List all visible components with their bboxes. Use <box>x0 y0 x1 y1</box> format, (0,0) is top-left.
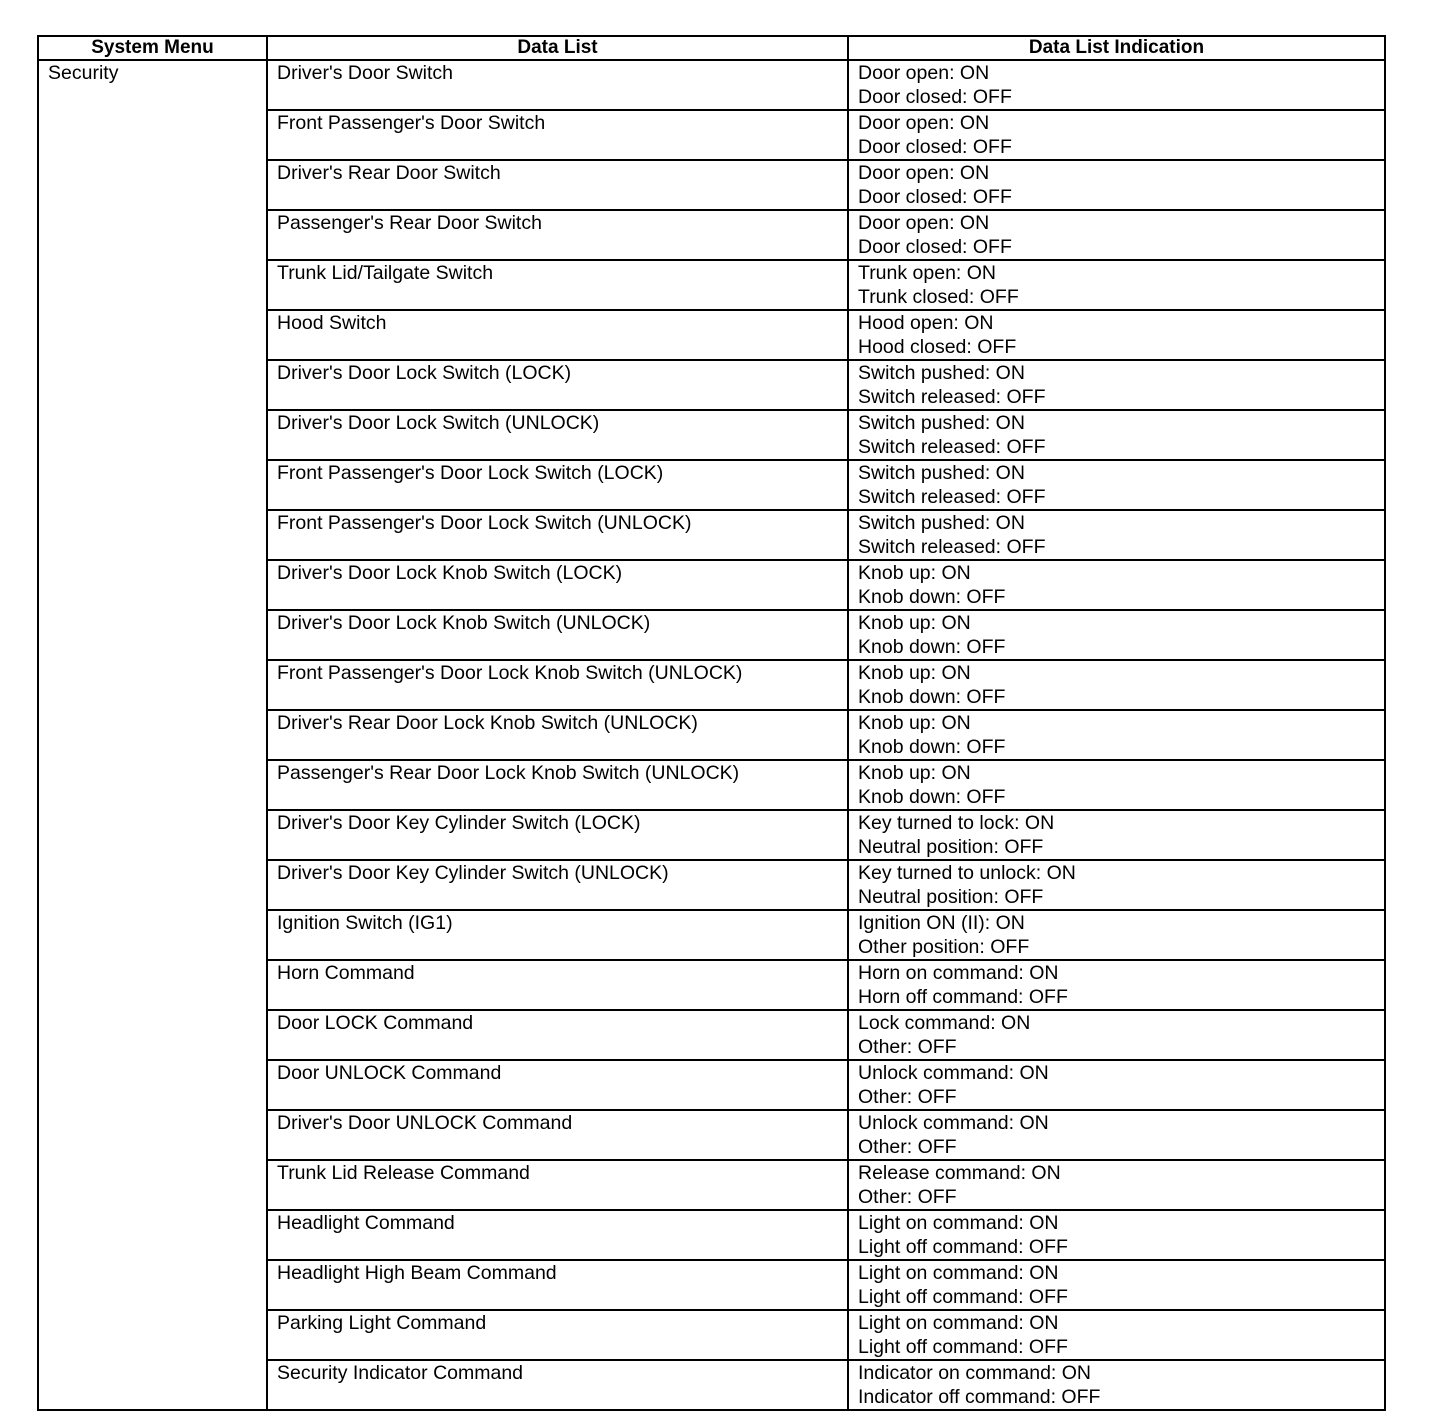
indication-on-state: Door open: ON <box>858 112 990 134</box>
data-list-item: Driver's Door Lock Switch (LOCK) <box>267 360 848 410</box>
data-list-indication <box>848 710 1385 760</box>
indication-on-state: Switch pushed: ON <box>858 462 1025 484</box>
data-list-item: Ignition Switch (IG1) <box>267 910 848 960</box>
data-list-item: Driver's Door Key Cylinder Switch (LOCK) <box>267 810 848 860</box>
indication-on-state: Light on command: ON <box>858 1312 1059 1334</box>
indication-on-state: Ignition ON (II): ON <box>858 912 1025 934</box>
table-row <box>38 60 1385 110</box>
table-body <box>38 60 1385 1410</box>
data-list-item: Driver's Door Lock Knob Switch (UNLOCK) <box>267 610 848 660</box>
indication-on-state: Switch pushed: ON <box>858 512 1025 534</box>
data-list-indication <box>848 1110 1385 1160</box>
indication-off-state: Neutral position: OFF <box>858 886 1044 908</box>
data-list-indication <box>848 260 1385 310</box>
system-menu-cell: Security <box>38 60 267 1410</box>
indication-off-state: Trunk closed: OFF <box>858 286 1019 308</box>
indication-off-state: Door closed: OFF <box>858 186 1012 208</box>
indication-off-state: Hood closed: OFF <box>858 336 1017 358</box>
indication-off-state: Door closed: OFF <box>858 136 1012 158</box>
data-list-item: Passenger's Rear Door Lock Knob Switch (UNLOCK) <box>267 760 848 810</box>
data-list-item: Driver's Door UNLOCK Command <box>267 1110 848 1160</box>
indication-on-state: Horn on command: ON <box>858 962 1059 984</box>
data-list-item: Security Indicator Command <box>267 1360 848 1410</box>
data-list-indication <box>848 460 1385 510</box>
header-data-list-indication: Data List Indication <box>848 36 1385 60</box>
data-list-indication <box>848 810 1385 860</box>
data-list-item: Door UNLOCK Command <box>267 1060 848 1110</box>
data-list-item: Driver's Door Lock Switch (UNLOCK) <box>267 410 848 460</box>
document-page <box>37 35 1384 1411</box>
data-list-item: Trunk Lid Release Command <box>267 1160 848 1210</box>
data-list-indication <box>848 660 1385 710</box>
indication-on-state: Key turned to lock: ON <box>858 812 1055 834</box>
indication-off-state: Switch released: OFF <box>858 436 1046 458</box>
data-list-indication <box>848 1360 1385 1410</box>
indication-on-state: Hood open: ON <box>858 312 994 334</box>
data-list-item: Horn Command <box>267 960 848 1010</box>
data-list-item: Trunk Lid/Tailgate Switch <box>267 260 848 310</box>
data-list-indication <box>848 510 1385 560</box>
data-list-indication <box>848 310 1385 360</box>
data-list-indication <box>848 1160 1385 1210</box>
indication-on-state: Switch pushed: ON <box>858 412 1025 434</box>
data-list-item: Driver's Door Key Cylinder Switch (UNLOCK) <box>267 860 848 910</box>
indication-off-state: Knob down: OFF <box>858 786 1006 808</box>
indication-on-state: Knob up: ON <box>858 662 971 684</box>
indication-off-state: Other position: OFF <box>858 936 1030 958</box>
indication-on-state: Light on command: ON <box>858 1262 1059 1284</box>
data-list-indication <box>848 1010 1385 1060</box>
indication-off-state: Light off command: OFF <box>858 1286 1068 1308</box>
indication-off-state: Knob down: OFF <box>858 586 1006 608</box>
indication-off-state: Other: OFF <box>858 1086 957 1108</box>
indication-on-state: Knob up: ON <box>858 562 971 584</box>
indication-off-state: Other: OFF <box>858 1136 957 1158</box>
data-list-item: Driver's Rear Door Switch <box>267 160 848 210</box>
indication-off-state: Other: OFF <box>858 1186 957 1208</box>
indication-on-state: Release command: ON <box>858 1162 1061 1184</box>
indication-off-state: Door closed: OFF <box>858 236 1012 258</box>
data-list-indication <box>848 560 1385 610</box>
indication-off-state: Other: OFF <box>858 1036 957 1058</box>
data-list-indication <box>848 1310 1385 1360</box>
data-list-indication <box>848 1210 1385 1260</box>
indication-on-state: Knob up: ON <box>858 712 971 734</box>
header-system-menu: System Menu <box>38 36 267 60</box>
data-list-item: Front Passenger's Door Lock Switch (LOCK) <box>267 460 848 510</box>
indication-on-state: Key turned to unlock: ON <box>858 862 1076 884</box>
indication-on-state: Knob up: ON <box>858 612 971 634</box>
indication-off-state: Light off command: OFF <box>858 1336 1068 1358</box>
data-list-indication <box>848 160 1385 210</box>
data-list-indication <box>848 1060 1385 1110</box>
data-list-indication <box>848 410 1385 460</box>
indication-off-state: Knob down: OFF <box>858 736 1006 758</box>
data-list-item: Driver's Door Lock Knob Switch (LOCK) <box>267 560 848 610</box>
data-list-item: Passenger's Rear Door Switch <box>267 210 848 260</box>
data-list-item: Headlight Command <box>267 1210 848 1260</box>
indication-off-state: Switch released: OFF <box>858 536 1046 558</box>
data-list-indication <box>848 910 1385 960</box>
data-list-indication <box>848 360 1385 410</box>
indication-off-state: Light off command: OFF <box>858 1236 1068 1258</box>
data-list-item: Headlight High Beam Command <box>267 1260 848 1310</box>
indication-off-state: Knob down: OFF <box>858 636 1006 658</box>
indication-on-state: Light on command: ON <box>858 1212 1059 1234</box>
data-list-indication <box>848 860 1385 910</box>
indication-on-state: Door open: ON <box>858 62 990 84</box>
data-list-item: Parking Light Command <box>267 1310 848 1360</box>
indication-off-state: Knob down: OFF <box>858 686 1006 708</box>
indication-off-state: Indicator off command: OFF <box>858 1386 1101 1408</box>
indication-off-state: Switch released: OFF <box>858 486 1046 508</box>
indication-on-state: Unlock command: ON <box>858 1062 1049 1084</box>
header-data-list: Data List <box>267 36 848 60</box>
indication-off-state: Horn off command: OFF <box>858 986 1068 1008</box>
data-list-item: Front Passenger's Door Lock Switch (UNLOCK) <box>267 510 848 560</box>
indication-on-state: Indicator on command: ON <box>858 1362 1092 1384</box>
indication-off-state: Neutral position: OFF <box>858 836 1044 858</box>
data-list-item: Door LOCK Command <box>267 1010 848 1060</box>
data-list-item: Driver's Rear Door Lock Knob Switch (UNLOCK) <box>267 710 848 760</box>
table-header-row <box>38 36 1385 60</box>
data-list-indication <box>848 610 1385 660</box>
indication-off-state: Switch released: OFF <box>858 386 1046 408</box>
data-list-indication <box>848 210 1385 260</box>
data-list-indication <box>848 960 1385 1010</box>
data-list-indication <box>848 110 1385 160</box>
data-list-item: Hood Switch <box>267 310 848 360</box>
indication-on-state: Door open: ON <box>858 212 990 234</box>
indication-on-state: Knob up: ON <box>858 762 971 784</box>
data-list-item: Driver's Door Switch <box>267 60 848 110</box>
data-list-indication <box>848 1260 1385 1310</box>
indication-on-state: Unlock command: ON <box>858 1112 1049 1134</box>
indication-on-state: Lock command: ON <box>858 1012 1031 1034</box>
indication-on-state: Switch pushed: ON <box>858 362 1025 384</box>
indication-on-state: Trunk open: ON <box>858 262 997 284</box>
indication-off-state: Door closed: OFF <box>858 86 1012 108</box>
data-list-indication <box>848 60 1385 110</box>
data-list-item: Front Passenger's Door Switch <box>267 110 848 160</box>
data-list-indication <box>848 760 1385 810</box>
indication-on-state: Door open: ON <box>858 162 990 184</box>
data-list-item: Front Passenger's Door Lock Knob Switch (UNLOCK) <box>267 660 848 710</box>
data-list-table <box>37 35 1386 1411</box>
